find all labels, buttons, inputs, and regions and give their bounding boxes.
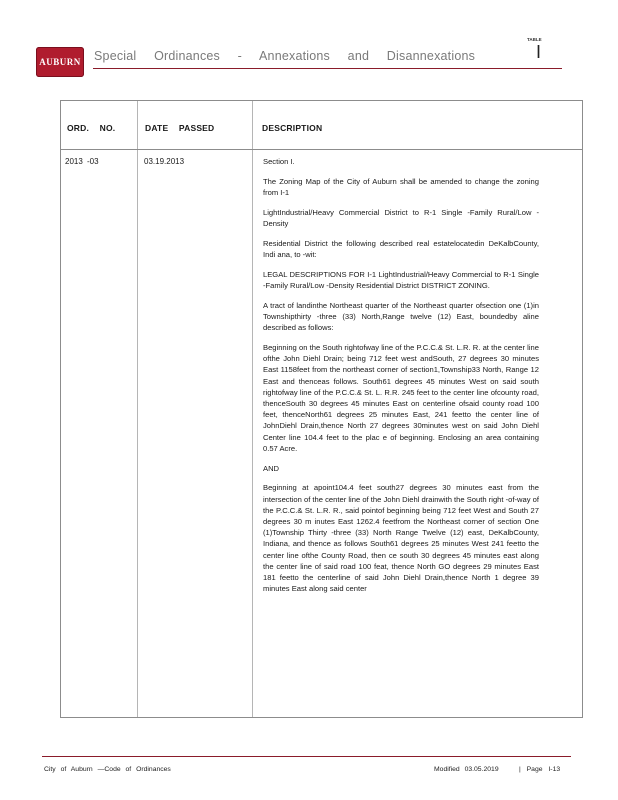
column-divider	[137, 101, 138, 717]
description-paragraph: Beginning at apoint104.4 feet south27 degrees 30 minutes east from the intersection of the center line of the John Diehl drainwith the South right -of-way of the P.C.C.& St. L.R. R., said pointof beginning being 712 feet West and South 27 degrees 30 m inutes East 1262.4 feetfrom the Northeast corner of section One (1)Township Thirty -three (33) North Range Twelve (12) east, DeKalbCounty, Indiana, and thence as follows South61 degrees 25 minutes West 241 feetto the center line ofthe County Road, then ce south 30 degrees 45 minutes east along the center line of said road 100 feat, thence North GO degrees 29 minutes East 181 feetto the centerline of said John Diehl Drain,thence North 1 degree 39 minutes East along said center	[263, 483, 539, 594]
page-title: Special Ordinances - Annexations and Disannexations	[94, 49, 476, 63]
footer-code-title: City of Auburn —Code of Ordinances	[44, 766, 171, 773]
header-divider	[93, 68, 562, 69]
column-header-date-passed: DATE PASSED	[145, 123, 215, 133]
logo-text: AUBURN	[39, 57, 81, 67]
date-passed-cell: 03.19.2013	[144, 157, 185, 166]
description-paragraph: LightIndustrial/Heavy Commercial District to R-1 Single -Family Rural/Low -Density	[263, 207, 539, 228]
footer-page-number: | Page I-13	[519, 766, 561, 773]
column-header-description: DESCRIPTION	[262, 123, 323, 133]
ordinance-table	[60, 100, 583, 718]
ord-no-cell: 2013 -03	[65, 157, 99, 166]
description-paragraph: A tract of landinthe Northeast quarter of the Northeast quarter ofsection one (1)in Townshipthirty -three (33) North,Range twelve (12) East, boundedby aline described as follows:	[263, 300, 539, 333]
description-paragraph: AND	[263, 463, 280, 473]
description-paragraph: The Zoning Map of the City of Auburn shall be amended to change the zoning from I-1	[263, 176, 539, 197]
column-divider	[252, 101, 253, 717]
description-paragraph: Beginning on the South rightofway line of the P.C.C.& St. L.R. R. at the center line ofthe John Diehl Drain; being 712 feet west andSouth, 27 degrees 30 minutes East 1158feet from the northeast corner of section1,Township33 North, Range 12 East and thenceas follows. South61 degrees 45 minutes West on said south rightofway line of the P.C.C.& St. L. R.R. 245 feet to the center line ofcounty road, thenceSouth 30 degrees 45 minutes East on centerline ofsaid county road 100 feet, thenceNorth61 degrees 25 minutes East, 241 feetto the center line of JohnDiehl Drain,thence North 27 degrees 30minutes west on said John Diehl Center line 104.4 feet to the plac e of beginning. Enclosing an area containing 0.57 Acre.	[263, 343, 539, 453]
auburn-logo	[36, 47, 84, 77]
description-cell	[263, 156, 539, 603]
column-header-ord-no: ORD. NO.	[67, 123, 116, 133]
description-paragraph: Section I.	[263, 157, 295, 166]
footer-divider	[42, 756, 571, 757]
table-tab-label: TABLE	[527, 37, 542, 42]
description-paragraph: Residential District the following described real estatelocatedin DeKalbCounty, Indi ana, to -wit:	[263, 238, 539, 259]
header-row-divider	[61, 149, 582, 150]
footer-modified-date: Modified 03.05.2019	[434, 766, 499, 773]
description-paragraph: LEGAL DESCRIPTIONS FOR I-1 LightIndustrial/Heavy Commercial to R-1 Single -Family Rural/Low -Density Residential District DISTRICT ZONING.	[263, 269, 539, 290]
table-tab-number: I	[536, 42, 542, 62]
